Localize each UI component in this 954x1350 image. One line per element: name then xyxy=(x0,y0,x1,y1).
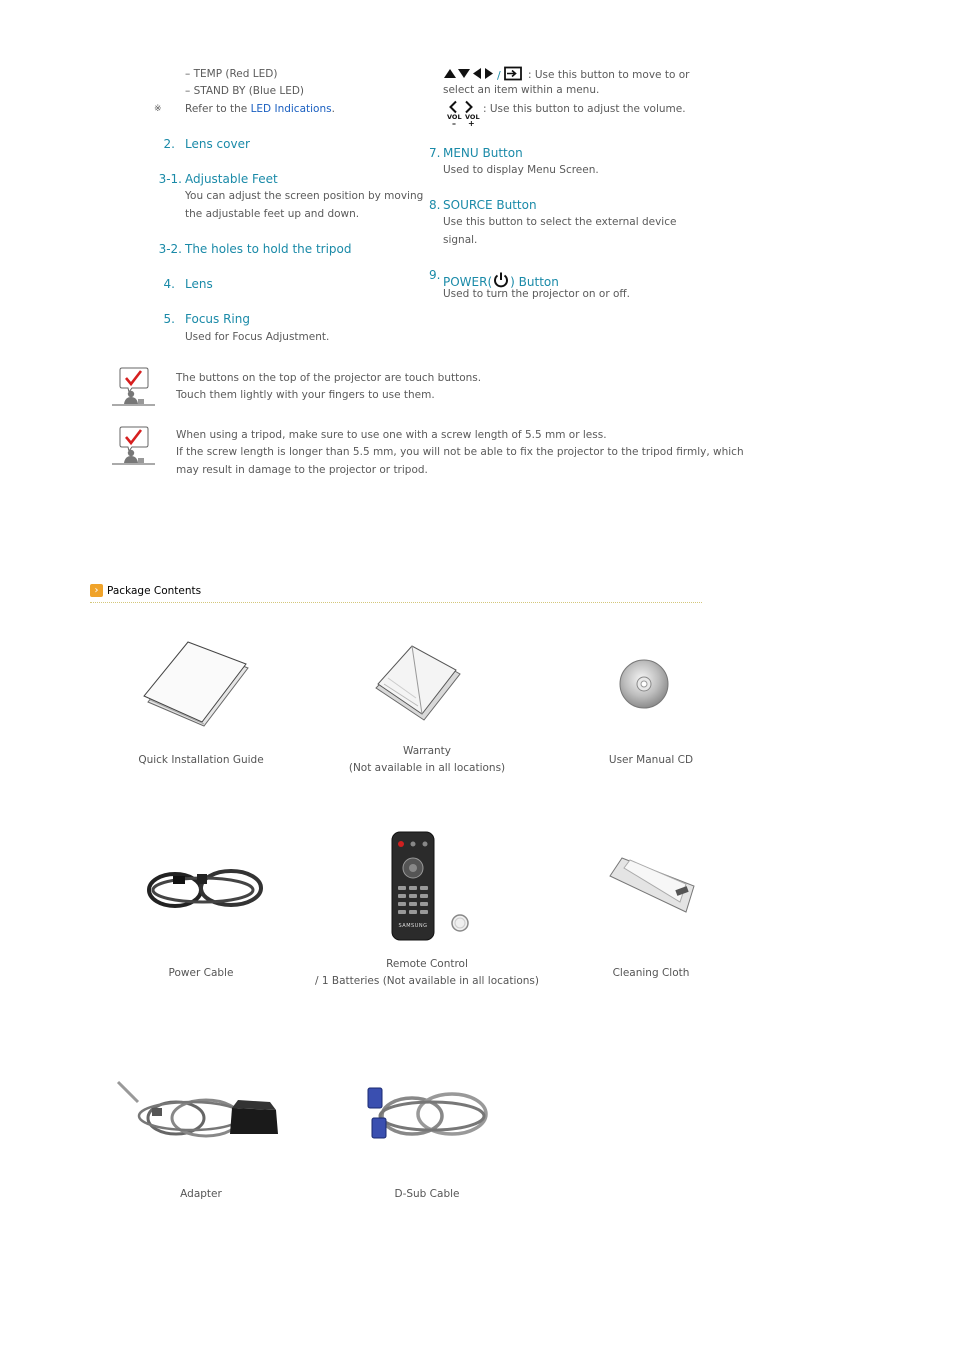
adapter-caption: Adapter xyxy=(180,1188,222,1200)
cd-caption: User Manual CD xyxy=(608,754,694,766)
dsub-cable-caption: D-Sub Cable xyxy=(394,1188,460,1200)
item2-title: Lens cover xyxy=(185,137,250,151)
quick-guide-image xyxy=(140,640,250,728)
cleaning-cloth-image xyxy=(606,856,696,914)
note1-line2: Touch them lightly with your fingers to use them. xyxy=(176,389,435,401)
item8-title: SOURCE Button xyxy=(443,198,537,212)
remote-control-image xyxy=(390,830,436,942)
warranty-caption-line2: (Not available in all locations) xyxy=(348,762,506,774)
volume-buttons xyxy=(446,100,482,130)
led-indications-link[interactable]: LED Indications xyxy=(250,103,332,115)
item5-desc: Used for Focus Adjustment. xyxy=(185,331,330,343)
nav-desc-line2: select an item within a menu. xyxy=(443,84,600,96)
item7-desc: Used to display Menu Screen. xyxy=(443,164,599,176)
note2-line2: If the screw length is longer than 5.5 mm, you will not be able to fix the projector to the tripod firmly, which xyxy=(176,446,744,458)
item7-number: 7. xyxy=(429,146,441,160)
item2-number: 2. xyxy=(163,137,175,151)
power-cable-image xyxy=(145,866,265,914)
note2-line1: When using a tripod, make sure to use one with a screw length of 5.5 mm or less. xyxy=(176,429,607,441)
item9-number: 9. xyxy=(429,268,441,282)
remote-caption-line2: / 1 Batteries (Not available in all locations) xyxy=(314,975,540,987)
nav-slash: / xyxy=(497,69,501,82)
item31-desc-line2: the adjustable feet up and down. xyxy=(185,208,360,220)
volume-chevrons-icon xyxy=(446,100,482,114)
item7-title: MENU Button xyxy=(443,146,523,160)
remote-brand-label: SAMSUNG xyxy=(398,923,428,929)
note1-line1: The buttons on the top of the projector are touch buttons. xyxy=(176,372,482,384)
nav-desc-line1: : Use this button to move to or xyxy=(528,69,690,81)
adapter-image xyxy=(116,1078,284,1142)
item4-number: 4. xyxy=(163,277,175,291)
dsub-cable-image xyxy=(364,1084,490,1144)
package-contents-header xyxy=(90,584,702,603)
led-standby-text: – STAND BY (Blue LED) xyxy=(185,85,305,97)
note2-line3: may result in damage to the projector or tripod. xyxy=(176,464,428,476)
cleaning-cloth-caption: Cleaning Cloth xyxy=(612,967,690,979)
refer-prefix: Refer to the xyxy=(185,103,248,115)
power-cable-caption: Power Cable xyxy=(168,967,234,979)
item8-desc-line1: Use this button to select the external device xyxy=(443,216,677,228)
cd-image xyxy=(619,659,669,709)
remote-caption-line1: Remote Control xyxy=(386,958,468,970)
vol-plus-sign: + xyxy=(468,119,475,128)
item9-desc: Used to turn the projector on or off. xyxy=(443,288,630,300)
item4-title: Lens xyxy=(185,277,213,291)
refer-mark: ※ xyxy=(154,104,162,114)
item32-number: 3-2. xyxy=(158,242,182,256)
warranty-image xyxy=(372,644,464,722)
item31-number: 3-1. xyxy=(158,172,182,186)
battery-image xyxy=(451,914,469,932)
warranty-caption-line1: Warranty xyxy=(402,745,451,757)
refer-suffix: . xyxy=(331,103,335,115)
item8-number: 8. xyxy=(429,198,441,212)
item5-title: Focus Ring xyxy=(185,312,250,326)
led-temp-text: – TEMP (Red LED) xyxy=(185,68,278,80)
item32-title: The holes to hold the tripod xyxy=(185,242,352,256)
item31-title: Adjustable Feet xyxy=(185,172,278,186)
vol-plus-label: VOL xyxy=(465,113,480,121)
chevron-right-icon: › xyxy=(90,584,103,597)
note-icon xyxy=(111,425,157,469)
vol-minus-label: VOL xyxy=(447,113,462,121)
refer-line xyxy=(185,101,335,118)
item9-title-pre: POWER( xyxy=(443,275,493,289)
note-icon xyxy=(111,366,157,410)
volume-desc: : Use this button to adjust the volume. xyxy=(483,103,686,115)
package-contents-title: Package Contents xyxy=(107,585,202,597)
item9-title-post: ) Button xyxy=(510,275,559,289)
item31-desc-line1: You can adjust the screen position by moving xyxy=(185,190,424,202)
nav-buttons-icon xyxy=(443,66,525,82)
item8-desc-line2: signal. xyxy=(443,234,478,246)
vol-minus-sign: – xyxy=(452,119,456,128)
item5-number: 5. xyxy=(163,312,175,326)
quick-guide-caption: Quick Installation Guide xyxy=(138,754,264,766)
